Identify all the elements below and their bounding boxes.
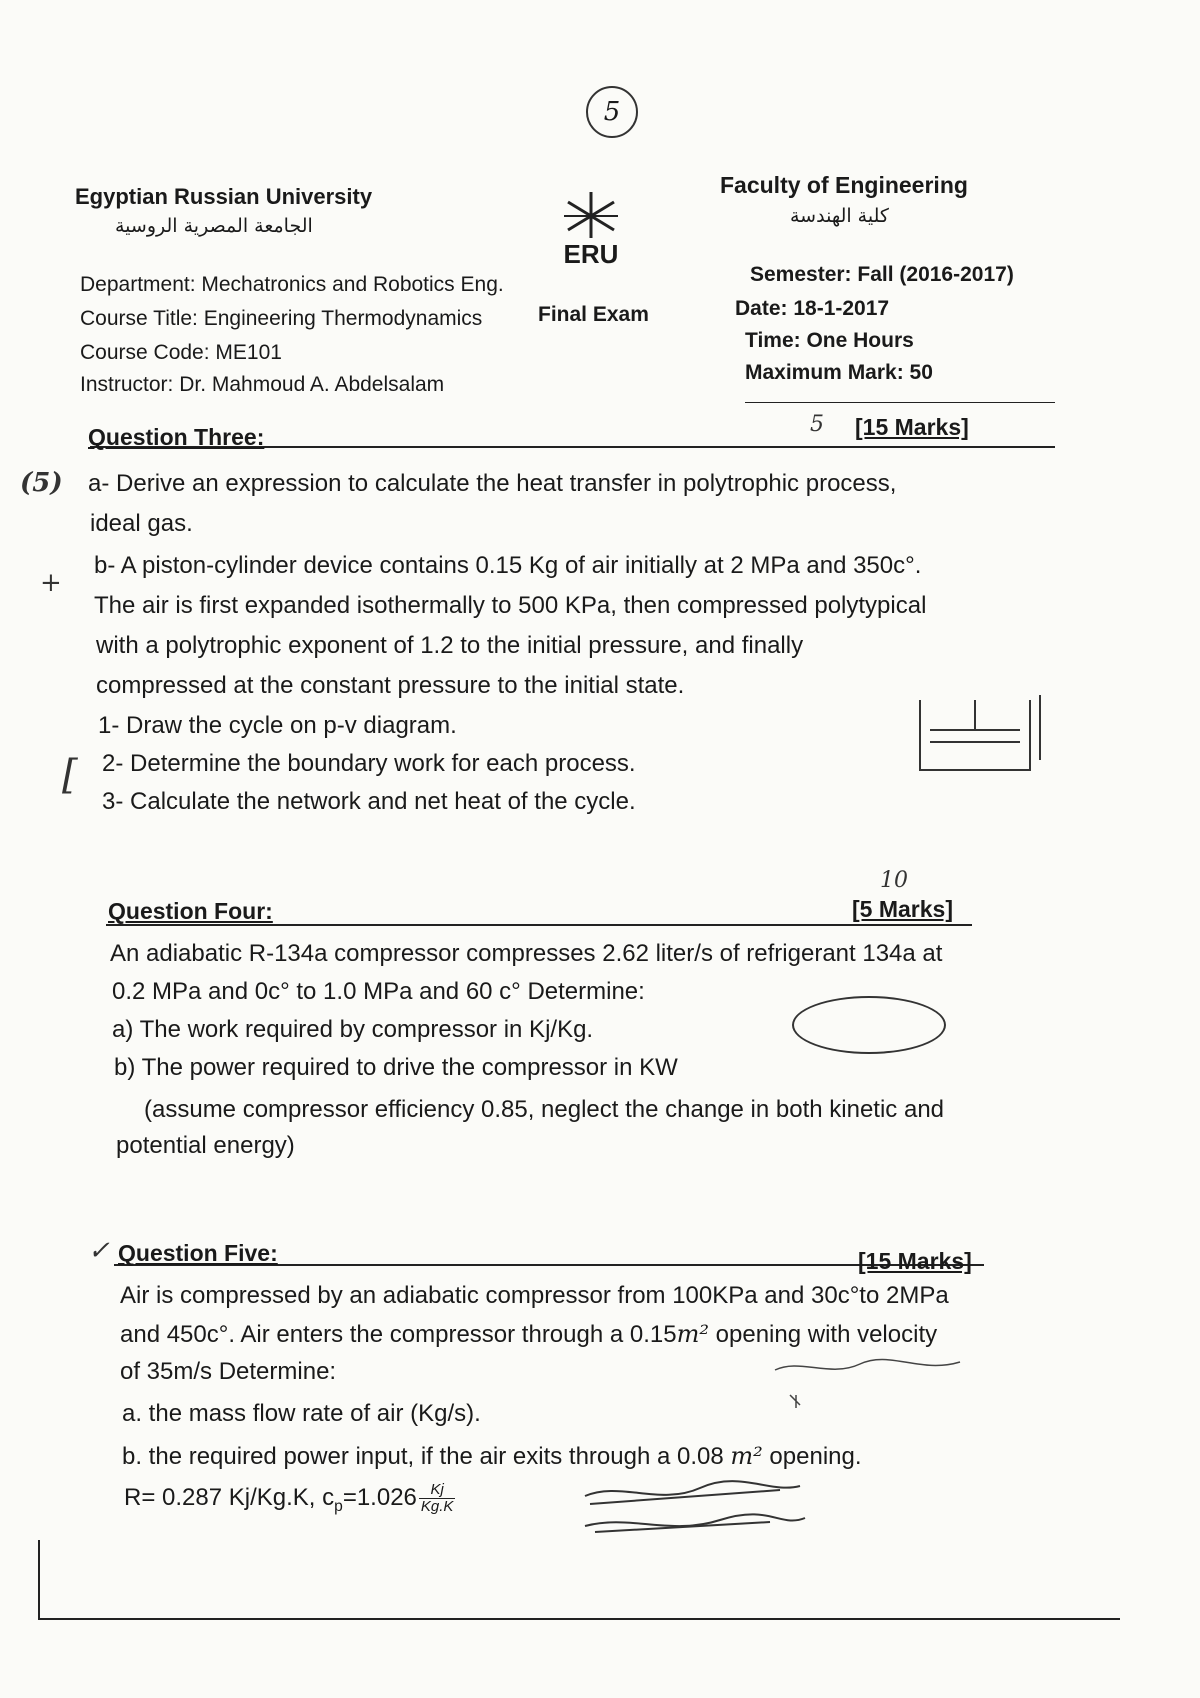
q3-part-a-line2: ideal gas. bbox=[90, 510, 193, 537]
exam-type: Final Exam bbox=[538, 303, 649, 326]
q5-line-2-end: opening with velocity bbox=[708, 1321, 938, 1348]
q5-area-unit: m² bbox=[676, 1320, 709, 1348]
q3-item-2: 2- Determine the boundary work for each process. bbox=[102, 750, 636, 777]
bracket-scribble: [ bbox=[62, 752, 78, 798]
q3-mark-annotation: 5 bbox=[810, 412, 824, 437]
university-name-en: Egyptian Russian University bbox=[75, 184, 373, 209]
semester: Semester: Fall (2016-2017) bbox=[750, 263, 1014, 286]
q4-part-a: a) The work required by compressor in Kj/Kg. bbox=[112, 1016, 594, 1043]
q5-line-1: Air is compressed by an adiabatic compressor from 100KPa and 30c°to 2MPa bbox=[120, 1282, 949, 1309]
q5-part-b-end: opening. bbox=[762, 1443, 862, 1470]
q4-note-1: (assume compressor efficiency 0.85, neglect the change in both kinetic and bbox=[144, 1096, 945, 1123]
unit-fraction bbox=[419, 1482, 456, 1515]
r134a-circle-scribble bbox=[792, 996, 946, 1054]
handwritten-scribble-icon bbox=[580, 1476, 810, 1546]
university-name-ar: الجامعة المصرية الروسية bbox=[115, 215, 313, 237]
q5-line-2 bbox=[120, 1314, 937, 1355]
fraction-denominator: Kg.K bbox=[420, 1498, 454, 1516]
header-rule bbox=[745, 402, 1055, 403]
q3-part-a-text: Derive an expression to calculate the heat transfer in polytrophic process, bbox=[116, 470, 897, 497]
q3-part-b-line3: with a polytrophic exponent of 1.2 to the initial pressure, and finally bbox=[96, 632, 804, 659]
q4-line-2: 0.2 MPa and 0c° to 1.0 MPa and 60 c° Determine: bbox=[112, 978, 645, 1005]
q3-part-b-line1: b- A piston-cylinder device contains 0.15 Kg of air initially at 2 MPa and 350c°. bbox=[94, 552, 922, 579]
q4-line-1: An adiabatic R-134a compressor compresses 2.62 liter/s of refrigerant 134a at bbox=[110, 940, 943, 967]
q5-line-2-text: and 450c°. Air enters the compressor through a 0.15 bbox=[120, 1321, 677, 1348]
formula-scribble-icon bbox=[770, 1350, 970, 1410]
q3-item-3: 3- Calculate the network and net heat of the cycle. bbox=[102, 788, 636, 815]
department: Department: Mechatronics and Robotics Eng. bbox=[80, 273, 504, 296]
q4-title: Question Four: bbox=[108, 898, 273, 924]
course-code: Course Code: ME101 bbox=[80, 341, 282, 364]
q3-marks: [15 Marks] bbox=[855, 414, 969, 440]
q4-marks: [5 Marks] bbox=[852, 896, 953, 922]
q3-item-1: 1- Draw the cycle on p-v diagram. bbox=[98, 712, 457, 739]
page-number-circle bbox=[586, 86, 638, 138]
q3-part-a-line1 bbox=[88, 464, 1088, 504]
university-logo bbox=[556, 190, 626, 270]
q5-marks: [15 Marks] bbox=[858, 1248, 972, 1274]
q5-constants bbox=[124, 1478, 455, 1527]
page-left-border bbox=[38, 1540, 40, 1620]
q3-side-scribble: (5) bbox=[20, 468, 63, 498]
q5-part-b bbox=[122, 1436, 862, 1477]
maximum-mark: Maximum Mark: 50 bbox=[745, 361, 933, 384]
q5-title: Question Five: bbox=[118, 1240, 278, 1266]
q4-mark-annotation: 10 bbox=[880, 868, 908, 893]
star-mark: + bbox=[40, 568, 62, 598]
fraction-numerator: Kj bbox=[419, 1482, 456, 1499]
piston-sketch-icon bbox=[910, 690, 1050, 780]
page-number: 5 bbox=[603, 97, 621, 127]
q3-part-b-line2: The air is first expanded isothermally to 500 KPa, then compressed polytypical bbox=[94, 592, 927, 619]
cp-value: =1.026 bbox=[342, 1484, 417, 1511]
q4-part-b: b) The power required to drive the compressor in KW bbox=[114, 1054, 678, 1081]
q5-line-3: of 35m/s Determine: bbox=[120, 1358, 337, 1385]
logo-text: ERU bbox=[563, 239, 619, 269]
instructor: Instructor: Dr. Mahmoud A. Abdelsalam bbox=[80, 373, 445, 396]
faculty-name-en: Faculty of Engineering bbox=[720, 172, 968, 198]
q5-constants-text: R= 0.287 Kj/Kg.K, c bbox=[124, 1484, 335, 1511]
exam-date: Date: 18-1-2017 bbox=[735, 297, 890, 320]
logo-star-icon bbox=[556, 190, 626, 240]
q5-part-b-text: b. the required power input, if the air exits through a 0.08 bbox=[122, 1443, 731, 1470]
faculty-name-ar: كلية الهندسة bbox=[790, 205, 889, 227]
q5-exit-area-unit: m² bbox=[730, 1442, 763, 1470]
page-bottom-rule bbox=[40, 1618, 1120, 1620]
exam-time: Time: One Hours bbox=[745, 329, 914, 352]
q3-part-a-label: a- bbox=[88, 470, 110, 497]
q4-note-2: potential energy) bbox=[116, 1132, 295, 1159]
q3-title: Question Three: bbox=[88, 424, 265, 450]
cp-subscript: p bbox=[334, 1497, 343, 1515]
q3-part-b-line4: compressed at the constant pressure to the initial state. bbox=[96, 672, 685, 699]
q5-part-a: a. the mass flow rate of air (Kg/s). bbox=[122, 1400, 481, 1427]
course-title: Course Title: Engineering Thermodynamics bbox=[80, 307, 483, 330]
check-mark: ✓ bbox=[88, 1236, 110, 1266]
